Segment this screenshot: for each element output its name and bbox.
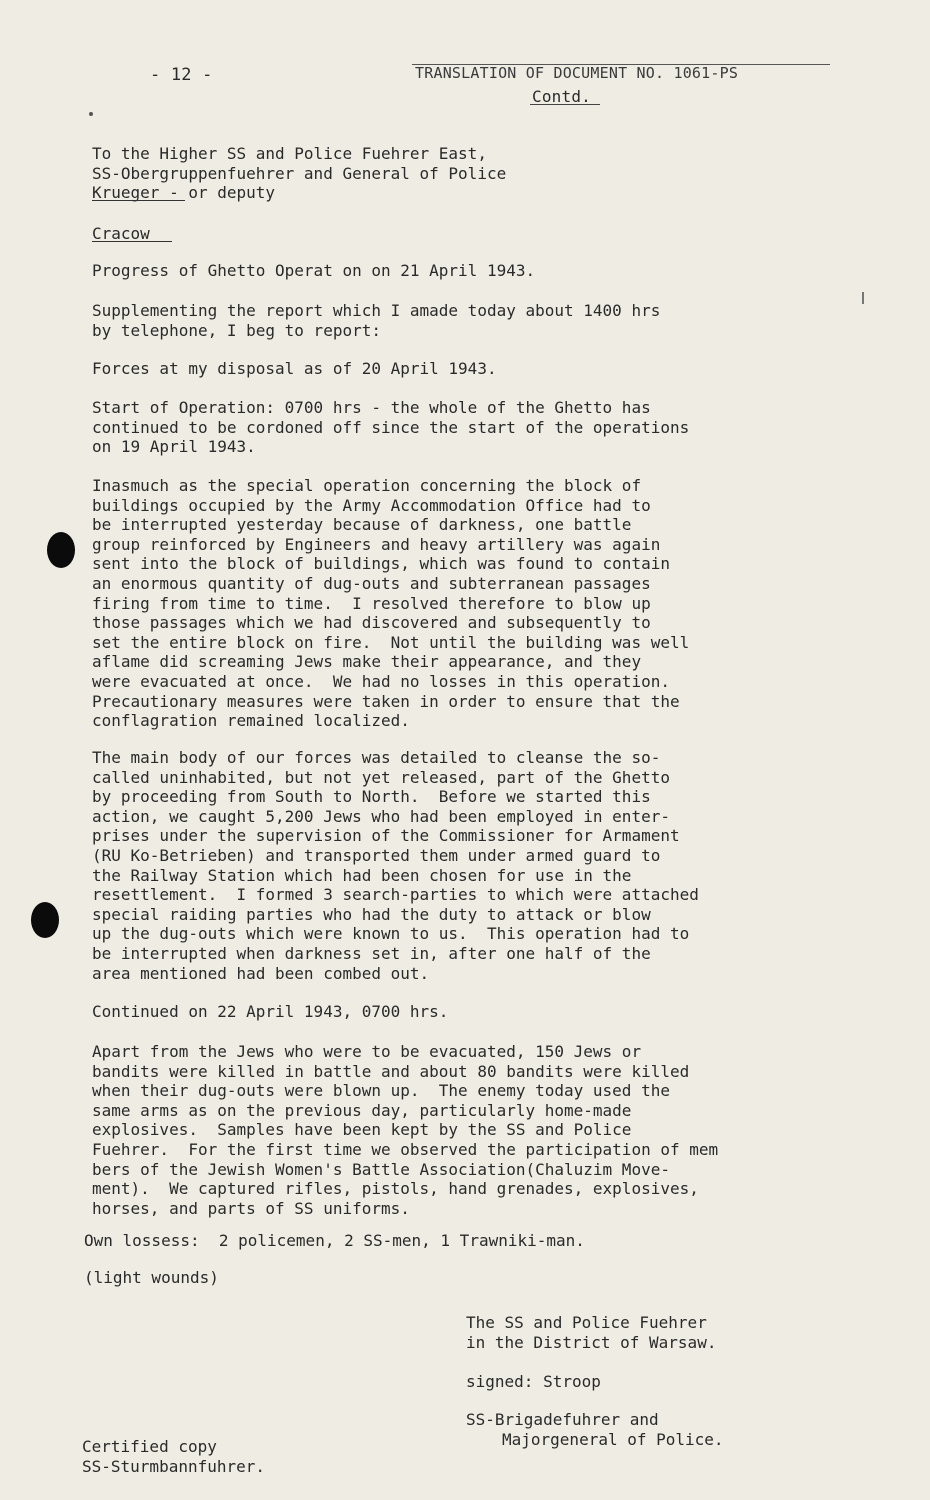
- text-line: same arms as on the previous day, particularly home-made: [92, 1100, 632, 1120]
- text-line: on 19 April 1943.: [92, 437, 256, 457]
- stray-mark: [89, 112, 93, 116]
- address-line: SS-Obergruppenfuehrer and General of Police: [92, 163, 507, 183]
- text-line: Apart from the Jews who were to be evacuated, 150 Jews or: [92, 1042, 642, 1061]
- text-line: by proceeding from South to North. Before we started this: [92, 787, 651, 807]
- text-line: (RU Ko-Betrieben) and transported them under armed guard to: [92, 845, 661, 865]
- signature-title-line: The SS and Police Fuehrer: [466, 1313, 707, 1332]
- city-underline: [92, 241, 172, 242]
- rank-line: Majorgeneral of Police.: [502, 1429, 724, 1449]
- signature-title-line: in the District of Warsaw.: [466, 1332, 717, 1352]
- signature-rank: [466, 1410, 724, 1449]
- paragraph-7: [92, 1042, 718, 1218]
- margin-mark: [862, 292, 864, 304]
- paragraph-2: [92, 359, 497, 379]
- signature-title: [466, 1313, 716, 1352]
- text-line: horses, and parts of SS uniforms.: [92, 1198, 410, 1218]
- wounds-line: [84, 1268, 219, 1288]
- text-line: the Railway Station which had been chosen for use in the: [92, 865, 632, 885]
- text-line: Forces at my disposal as of 20 April 1943.: [92, 359, 497, 378]
- text-line: be interrupted when darkness set in, after one half of the: [92, 943, 651, 963]
- signed-by: signed: Stroop: [466, 1372, 601, 1391]
- text-line: resettlement. I formed 3 search-parties to which were attached: [92, 885, 699, 905]
- text-line: Fuehrer. For the first time we observed the participation of mem: [92, 1139, 719, 1159]
- text-line: aflame did screaming Jews make their appearance, and they: [92, 652, 642, 672]
- text-line: conflagration remained localized.: [92, 711, 410, 731]
- text-line: sent into the block of buildings, which was found to contain: [92, 554, 670, 574]
- text-line: Continued on 22 April 1943, 0700 hrs.: [92, 1002, 449, 1021]
- certified-copy: Certified copy: [82, 1437, 217, 1456]
- punch-hole: [31, 902, 59, 938]
- address-block: [92, 144, 506, 203]
- text-line: those passages which we had discovered and subsequently to: [92, 613, 651, 633]
- certifier-rank: SS-Sturmbannfuhrer.: [82, 1457, 266, 1476]
- text-line: Supplementing the report which I amade today about 1400 hrs: [92, 301, 661, 320]
- wounds: (light wounds): [84, 1268, 219, 1287]
- paragraph-3: [92, 398, 689, 457]
- text-line: The main body of our forces was detailed to cleanse the so-: [92, 748, 661, 767]
- text-line: bandits were killed in battle and about 80 bandits were killed: [92, 1061, 690, 1081]
- text-line: firing from time to time. I resolved therefore to blow up: [92, 593, 651, 613]
- addressee-underline: [92, 200, 185, 201]
- subject: Progress of Ghetto Operat on on 21 April 1943.: [92, 261, 536, 280]
- address-line: Krueger - or deputy: [92, 183, 276, 203]
- paragraph-5: [92, 748, 699, 983]
- certification: [82, 1437, 265, 1477]
- subtitle-rule: [530, 104, 600, 105]
- city: Cracow: [92, 224, 150, 243]
- text-line: Inasmuch as the special operation concerning the block of: [92, 476, 642, 495]
- text-line: by telephone, I beg to report:: [92, 320, 381, 340]
- losses-line: [84, 1231, 585, 1251]
- text-line: special raiding parties who had the duty to attack or blow: [92, 904, 651, 924]
- text-line: up the dug-outs which were known to us. This operation had to: [92, 924, 690, 944]
- text-line: were evacuated at once. We had no losses in this operation.: [92, 671, 670, 691]
- punch-hole: [47, 532, 75, 568]
- paragraph-4: [92, 476, 689, 731]
- subject-line: [92, 261, 535, 281]
- text-line: set the entire block on fire. Not until the building was well: [92, 632, 690, 652]
- text-line: continued to be cordoned off since the start of the operations: [92, 417, 690, 437]
- page-number: - 12 -: [150, 65, 213, 85]
- text-line: bers of the Jewish Women's Battle Association(Chaluzim Move-: [92, 1159, 670, 1179]
- text-line: action, we caught 5,200 Jews who had been employed in enter-: [92, 806, 670, 826]
- paragraph-1: [92, 301, 660, 340]
- losses: Own lossess: 2 policemen, 2 SS-men, 1 Trawniki-man.: [84, 1231, 585, 1250]
- text-line: ment). We captured rifles, pistols, hand grenades, explosives,: [92, 1179, 699, 1199]
- paragraph-6: [92, 1002, 448, 1022]
- text-line: explosives. Samples have been kept by the SS and Police: [92, 1120, 632, 1140]
- text-line: prises under the supervision of the Commissioner for Armament: [92, 826, 680, 846]
- text-line: area mentioned had been combed out.: [92, 963, 430, 983]
- rank-line: SS-Brigadefuhrer and: [466, 1410, 659, 1429]
- text-line: group reinforced by Engineers and heavy artillery was again: [92, 534, 661, 554]
- text-line: called uninhabited, but not yet released, part of the Ghetto: [92, 767, 670, 787]
- address-line: To the Higher SS and Police Fuehrer East,: [92, 144, 487, 163]
- text-line: buildings occupied by the Army Accommodation Office had to: [92, 495, 651, 515]
- text-line: Precautionary measures were taken in order to ensure that the: [92, 691, 680, 711]
- document-title: TRANSLATION OF DOCUMENT NO. 1061-PS: [415, 64, 739, 82]
- text-line: Start of Operation: 0700 hrs - the whole of the Ghetto has: [92, 398, 651, 417]
- signed-line: [466, 1372, 601, 1392]
- document-subtitle: Contd.: [532, 87, 591, 106]
- text-line: when their dug-outs were blown up. The enemy today used the: [92, 1081, 670, 1101]
- text-line: be interrupted yesterday because of darkness, one battle: [92, 515, 632, 535]
- text-line: an enormous quantity of dug-outs and subterranean passages: [92, 573, 651, 593]
